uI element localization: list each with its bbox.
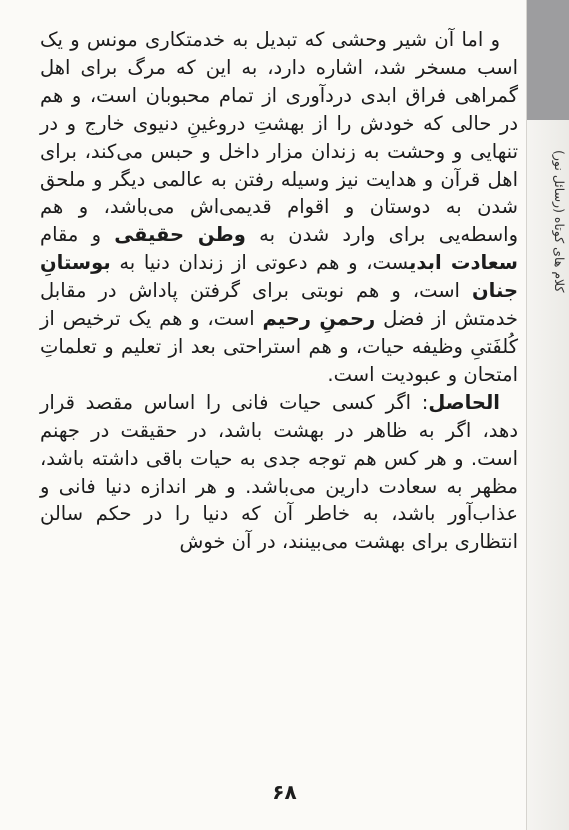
body-text [40,26,518,556]
bold-term: وطن حقیقی [114,223,246,247]
bold-term: رحمنِ رحیم [262,307,376,331]
text-run: است، و هم نوبتی برای گرفتن پاداش در مقابل خدمتش از فضل [40,279,518,331]
side-tab-title: کلام های کوتاه (رسائل نور) [552,150,567,293]
paragraph-2 [40,389,518,556]
side-tab-grey-block [527,0,569,120]
bold-term: بوستانِ جنان [40,251,518,303]
text-run: و اما آن شیر وحشی که تبدیل به خدمتکاری مونس و یک اسب مسخر شد، اشاره دارد، به این که مرگ برای اهل گمراهی فراق ابدی دردآوری از تمام محبوبان است، و هم در حالی که خودش را از بهشتِ دروغینِ دنیوی خارج و در تنهایی و وحشت به زندان مزار داخل و حبس می‌کند، برای اهل قرآن و هدایت نیز وسیله رفتن به عالمی دیگر و ملحق شدن به دوستان و اقوام قدیمی‌اش می‌باشد، و هم واسطه‌یی برای وارد شدن به [40,28,519,247]
page-number: ۶۸ [272,780,297,804]
paragraph-1 [40,26,518,389]
bold-term: الحاصل [428,390,500,414]
text-run: : اگر کسی حیات فانی را اساس مقصد قرار دهد، اگر به ظاهر در بهشت باشد، در حقیقت در جهنم است. و هر کس هم توجه جدی به حیات باقی داشته باشد، مظهر به سعادت دارین می‌باشد. و هر اندازه دنیا فانی و عذاب‌آور باشد، به خاطر آن که دنیا را در حکم سالن انتظاری برای بهشت می‌بینند، در آن خوش [40,390,518,554]
text-run: و مقام [40,223,115,247]
bold-term: سعادت ابدی [409,251,518,275]
text-run: ست، و هم دعوتی از زندان دنیا به [110,251,410,275]
side-tab [526,0,569,830]
text-run: است، و هم یک ترخیص از کُلفَتیِ وظیفه حیات، و هم استراحتی بعد از تعلیم و تعلماتِ امتحان و عبودیت است. [40,307,518,386]
